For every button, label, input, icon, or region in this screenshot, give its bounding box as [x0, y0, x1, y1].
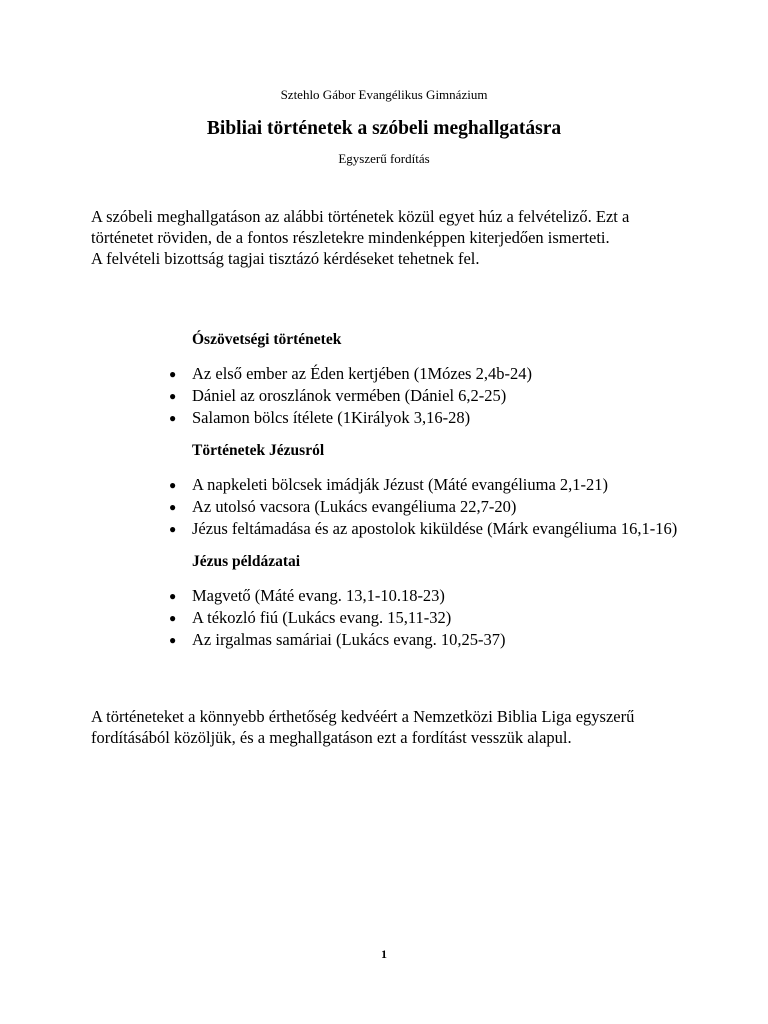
section-heading: Ószövetségi történetek	[192, 331, 342, 348]
list-item-text: Az utolsó vacsora (Lukács evangéliuma 22,7-20)	[192, 497, 517, 516]
list-item-text: Jézus feltámadása és az apostolok kiküldése (Márk evangéliuma 16,1-16)	[192, 519, 678, 538]
page-number: 1	[381, 947, 387, 961]
story-list	[165, 585, 685, 651]
bullet-icon: ●	[169, 500, 177, 514]
story-sections	[165, 329, 685, 651]
list-item-text: A napkeleti bölcsek imádják Jézust (Máté evangéliuma 2,1-21)	[192, 475, 609, 494]
list-item-text: Magvető (Máté evang. 13,1-10.18-23)	[192, 586, 445, 605]
bullet-icon: ●	[169, 411, 177, 425]
section-heading: Jézus példázatai	[192, 553, 301, 570]
story-list	[165, 363, 685, 429]
bullet-icon: ●	[169, 478, 177, 492]
bullet-icon: ●	[169, 611, 177, 625]
intro-paragraph: A felvételi bizottság tagjai tisztázó kérdéseket tehetnek fel.	[91, 249, 480, 268]
bullet-icon: ●	[169, 522, 177, 536]
bullet-icon: ●	[169, 589, 177, 603]
list-item-text: A tékozló fiú (Lukács evang. 15,11-32)	[192, 608, 452, 627]
story-list	[165, 474, 685, 540]
bullet-icon: ●	[169, 367, 177, 381]
list-item-text: Salamon bölcs ítélete (1Királyok 3,16-28)	[192, 408, 471, 427]
list-item	[165, 585, 685, 607]
document-subtitle: Egyszerű fordítás	[338, 151, 430, 166]
list-item-text: Dániel az oroszlánok vermében (Dániel 6,2-25)	[192, 386, 507, 405]
section-heading: Történetek Jézusról	[192, 442, 325, 459]
section-parables	[165, 551, 685, 651]
document-title: Bibliai történetek a szóbeli meghallgatásra	[206, 118, 562, 139]
list-item	[165, 474, 685, 496]
section-stories-about-jesus	[165, 440, 685, 540]
intro-paragraph: A szóbeli meghallgatáson az alábbi történetek közül egyet húz a felvételiző. Ezt a történetet röviden, de a fontos részletekre mindenképpen kiterjedően ismerteti.	[91, 207, 630, 247]
list-item-text: Az első ember az Éden kertjében (1Mózes 2,4b-24)	[192, 364, 532, 383]
list-item	[165, 385, 685, 407]
list-item-text: Az irgalmas samáriai (Lukács evang. 10,25-37)	[192, 630, 506, 649]
list-item	[165, 363, 685, 385]
list-item	[165, 607, 685, 629]
list-item	[165, 407, 685, 429]
section-old-testament	[165, 329, 685, 429]
bullet-icon: ●	[169, 389, 177, 403]
list-item	[165, 496, 685, 518]
list-item	[165, 629, 685, 651]
bullet-icon: ●	[169, 633, 177, 647]
outro-text: A történeteket a könnyebb érthetőség kedvéért a Nemzetközi Biblia Liga egyszerű fordításából közöljük, és a meghallgatáson ezt a fordítást vesszük alapul.	[91, 707, 635, 747]
intro-text	[91, 206, 691, 269]
list-item	[165, 518, 685, 540]
school-name: Sztehlo Gábor Evangélikus Gimnázium	[280, 87, 488, 102]
